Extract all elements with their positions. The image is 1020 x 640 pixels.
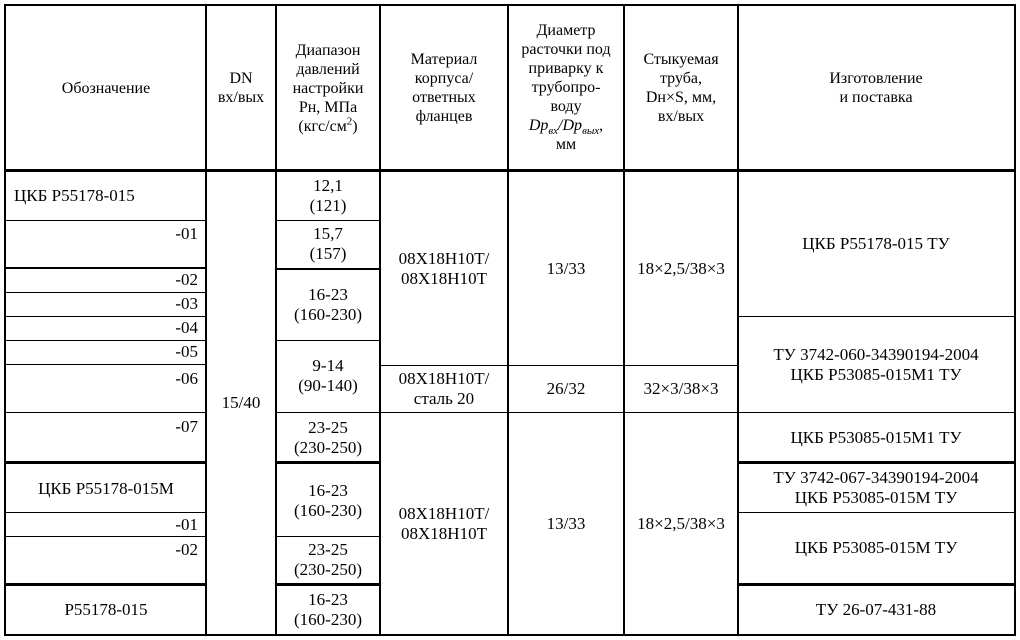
header-supply: Изготовление и поставка bbox=[829, 70, 923, 106]
row-divider bbox=[4, 267, 206, 269]
pressure-cell: 15,7 (157) bbox=[309, 224, 347, 263]
row-divider bbox=[276, 220, 380, 221]
pressure-cell: 9-14 (90-140) bbox=[298, 356, 358, 395]
header-diameter-unit: мм bbox=[555, 135, 577, 153]
table-border bbox=[1014, 4, 1016, 636]
row-divider bbox=[276, 583, 380, 586]
designation-main-2: ЦКБ Р55178-015М bbox=[38, 479, 174, 498]
row-divider bbox=[276, 536, 380, 537]
row-divider bbox=[738, 316, 1016, 317]
row-divider bbox=[738, 583, 1016, 586]
diameter-cell: 13/33 bbox=[546, 514, 586, 533]
pressure-cell: 16-23 (160-230) bbox=[294, 481, 362, 520]
row-divider bbox=[4, 220, 206, 221]
row-divider bbox=[276, 461, 380, 464]
row-divider bbox=[4, 461, 206, 464]
supply-cell: ЦКБ Р55178-015 ТУ bbox=[802, 234, 950, 253]
header-divider bbox=[4, 169, 1016, 172]
row-divider bbox=[276, 340, 380, 341]
header-pressure-line: Рн, МПа bbox=[298, 98, 358, 116]
header-pressure-line: настройки bbox=[292, 79, 364, 97]
dn-value: 15/40 bbox=[221, 393, 261, 412]
header-material: Материал корпуса/ ответных фланцев bbox=[410, 51, 478, 125]
row-divider bbox=[738, 512, 1016, 513]
designation-m-02: -02 bbox=[175, 540, 198, 559]
pressure-cell: 16-23 (160-230) bbox=[294, 285, 362, 324]
supply-cell: ТУ 26-07-431-88 bbox=[815, 600, 937, 619]
column-divider bbox=[507, 4, 509, 636]
designation-sub-06: -06 bbox=[175, 369, 198, 388]
designation-main-3: Р55178-015 bbox=[64, 600, 148, 619]
header-diameter-line: трубопро- bbox=[531, 78, 601, 96]
supply-cell: ТУ 3742-067-34390194-2004 ЦКБ Р53085-015М ТУ bbox=[773, 468, 979, 507]
header-diameter-formula: $Dp_{вх}/Dp_{вых}$, bbox=[528, 116, 604, 137]
row-divider bbox=[4, 583, 206, 586]
header-pressure-line: давлений bbox=[296, 60, 360, 78]
row-divider bbox=[4, 412, 206, 413]
header-pipe: Стыкуемая труба, Dн×S, мм, вх/вых bbox=[643, 51, 719, 125]
table-border bbox=[4, 634, 1016, 636]
pipe-cell: 32×3/38×3 bbox=[643, 379, 719, 398]
designation-sub-07: -07 bbox=[175, 417, 198, 436]
column-divider bbox=[275, 4, 277, 636]
row-divider bbox=[738, 412, 1016, 413]
header-diameter-line: приварку к bbox=[528, 59, 604, 77]
table-border bbox=[4, 4, 1016, 6]
header-diameter-line: Диаметр bbox=[536, 21, 596, 39]
row-divider bbox=[380, 365, 738, 366]
header-diameter-line: расточки под bbox=[521, 40, 611, 58]
row-divider bbox=[4, 340, 206, 341]
material-cell: 08Х18Н10Т/ 08Х18Н10Т bbox=[398, 249, 490, 288]
row-divider bbox=[4, 512, 206, 513]
column-divider bbox=[379, 4, 381, 636]
row-divider bbox=[4, 364, 206, 365]
row-divider bbox=[4, 292, 206, 293]
designation-main-1: ЦКБ Р55178-015 bbox=[14, 186, 135, 205]
column-divider bbox=[205, 4, 207, 636]
designation-sub-03: -03 bbox=[175, 294, 198, 313]
row-divider bbox=[738, 461, 1016, 464]
row-divider bbox=[380, 412, 738, 413]
table-border bbox=[4, 4, 6, 636]
row-divider bbox=[276, 412, 380, 413]
row-divider bbox=[276, 268, 380, 270]
designation-sub-02: -02 bbox=[175, 270, 198, 289]
header-bore-diameter bbox=[508, 4, 624, 170]
header-pressure-range bbox=[276, 6, 380, 170]
pressure-cell: 23-25 (230-250) bbox=[294, 540, 362, 579]
pressure-cell: 23-25 (230-250) bbox=[294, 418, 362, 457]
designation-sub-04: -04 bbox=[175, 318, 198, 337]
header-designation: Обозначение bbox=[61, 79, 151, 97]
designation-sub-05: -05 bbox=[175, 342, 198, 361]
material-cell: 08Х18Н10Т/ сталь 20 bbox=[398, 369, 490, 408]
pressure-cell: 12,1 (121) bbox=[309, 176, 347, 215]
supply-cell: ЦКБ Р53085-015М1 ТУ bbox=[790, 428, 962, 447]
column-divider bbox=[623, 4, 625, 636]
material-cell: 08Х18Н10Т/ 08Х18Н10Т bbox=[398, 504, 490, 543]
supply-cell: ТУ 3742-060-34390194-2004 ЦКБ Р53085-015М1 ТУ bbox=[773, 345, 979, 384]
header-pressure-line: Диапазон bbox=[295, 41, 361, 59]
pipe-cell: 18×2,5/38×3 bbox=[637, 514, 725, 533]
diameter-cell: 26/32 bbox=[546, 379, 586, 398]
column-divider bbox=[737, 4, 739, 636]
row-divider bbox=[4, 536, 206, 537]
pipe-cell: 18×2,5/38×3 bbox=[637, 259, 725, 278]
designation-m-01: -01 bbox=[175, 515, 198, 534]
header-dn: DN вх/вых bbox=[217, 70, 265, 106]
supply-cell: ЦКБ Р53085-015М ТУ bbox=[794, 538, 958, 557]
row-divider bbox=[4, 316, 206, 317]
header-diameter-line: воду bbox=[550, 97, 582, 115]
diameter-cell: 13/33 bbox=[546, 259, 586, 278]
header-pressure-unit: $(кгс/см^2)$ bbox=[298, 115, 358, 135]
pressure-cell: 16-23 (160-230) bbox=[294, 590, 362, 629]
designation-sub-01: -01 bbox=[175, 224, 198, 243]
